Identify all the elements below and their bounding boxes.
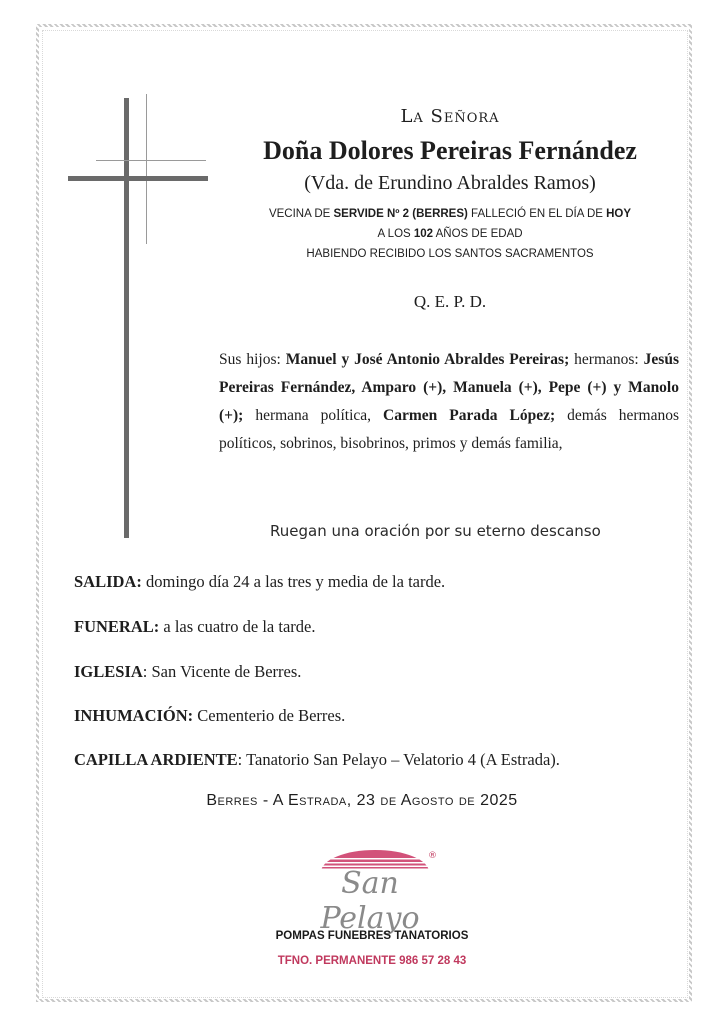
prayer-line: Ruegan una oración por su eterno descanso <box>270 522 601 540</box>
svg-text:®: ® <box>428 851 437 861</box>
qepd: Q. E. P. D. <box>413 292 487 311</box>
sacraments-line: HABIENDO RECIBIDO LOS SANTOS SACRAMENTOS <box>306 248 594 260</box>
deceased-name: Doña Dolores Pereiras Fernández <box>263 136 637 165</box>
company-name: POMPAS FUNEBRES TANATORIOS <box>275 930 469 942</box>
schedule-capilla: CAPILLA ARDIENTE: Tanatorio San Pelayo – Velatorio 4 (A Estrada). <box>74 750 560 769</box>
schedule-funeral: FUNERAL: a las cuatro de la tarde. <box>74 617 316 636</box>
age-line: A LOS 102 AÑOS DE EDAD <box>377 228 523 240</box>
company-logo <box>300 846 440 936</box>
company-phone: TFNO. PERMANENTE 986 57 28 43 <box>277 955 467 967</box>
schedule-iglesia: IGLESIA: San Vicente de Berres. <box>74 662 302 681</box>
schedule-inhumacion: INHUMACIÓN: Cementerio de Berres. <box>74 706 346 725</box>
place-date: Berres - A Estrada, 23 de Agosto de 2025 <box>206 792 518 809</box>
widow-of: (Vda. de Erundino Abraldes Ramos) <box>304 172 596 194</box>
family-paragraph: Sus hijos: Manuel y José Antonio Abraldes Pereiras; hermanos: Jesús Pereiras Fernández, Amparo (+), Manuela (+), Pepe (+) y Manolo (+); hermana política, Carmen Parada López; demás hermanos políticos, sobrinos, bisobrinos, primos y demás familia, <box>219 351 679 452</box>
logo-text: San Pelayo <box>320 866 420 936</box>
intro-title: La Señora <box>400 106 500 127</box>
schedule-salida: SALIDA: domingo día 24 a las tres y media de la tarde. <box>74 572 446 591</box>
residence-line: VECINA DE SERVIDE Nº 2 (BERRES) FALLECIÓ EN EL DÍA DE HOY <box>268 208 632 220</box>
